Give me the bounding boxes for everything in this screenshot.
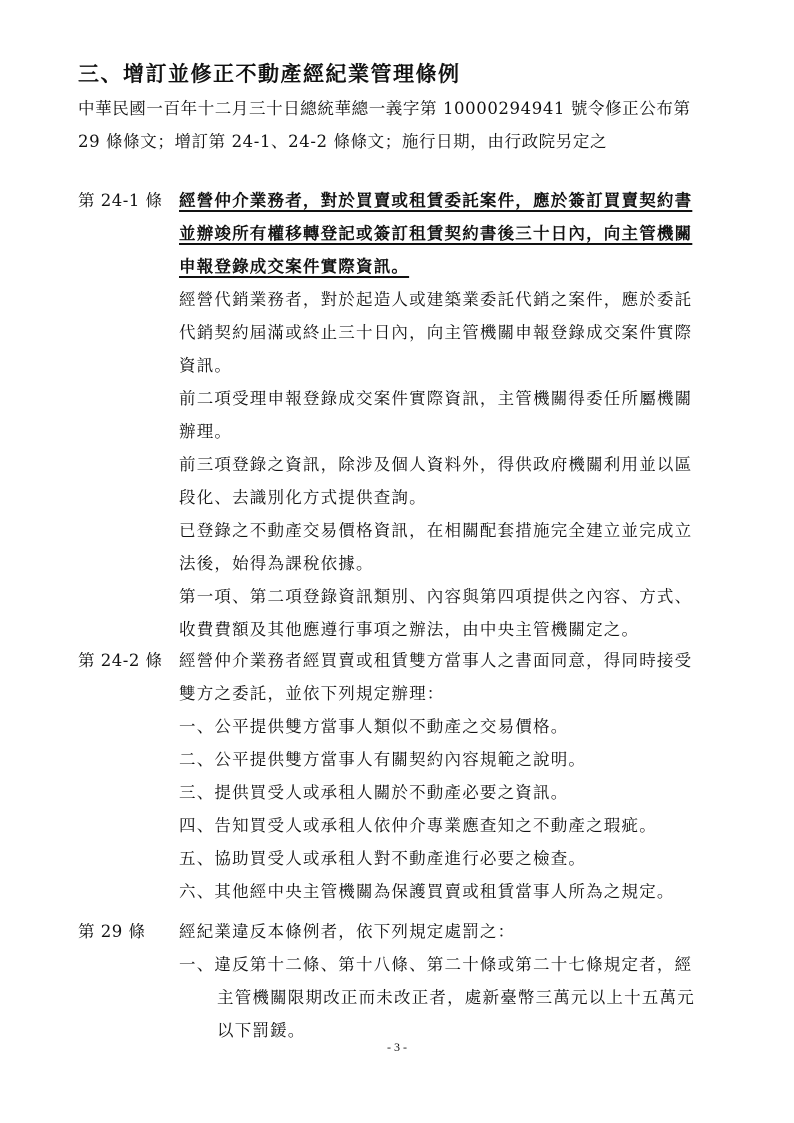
paragraph xyxy=(179,644,725,710)
list-item-text: 主管機關限期改正而未改正者，處新臺幣三萬元以上十五萬元 xyxy=(217,988,695,1007)
amended-paragraph xyxy=(179,184,725,283)
paragraph-line: 資訊。 xyxy=(179,356,233,375)
paragraph xyxy=(179,448,725,514)
list-item-text: 六、其他經中央主管機關為保護買賣或租賃當事人所為之規定。 xyxy=(179,882,675,901)
list-item xyxy=(179,710,725,743)
paragraph-line: 收費費額及其他應遵行事項之辦法，由中央主管機關定之。 xyxy=(179,620,640,639)
article-number: 第 24-2 條 xyxy=(78,651,163,670)
paragraph-line: 前二項受理申報登錄成交案件實際資訊，主管機關得委任所屬機關 xyxy=(179,389,693,408)
list-item xyxy=(179,809,725,842)
list-item xyxy=(179,743,725,776)
paragraph xyxy=(179,382,725,448)
list-item-text: 一、違反第十二條、第十八條、第二十條或第二十七條規定者，經 xyxy=(179,955,693,974)
paragraph-line: 經營仲介業務者經買賣或租賃雙方當事人之書面同意，得同時接受 xyxy=(179,651,693,670)
list-item xyxy=(179,842,725,875)
list-item-text: 五、協助買受人或承租人對不動產進行必要之檢查。 xyxy=(179,849,587,868)
list-item-text: 四、告知買受人或承租人依仲介專業應查知之不動產之瑕疵。 xyxy=(179,816,657,835)
page-number: - 3 - xyxy=(387,1040,407,1054)
amended-line: 申報登錄成交案件實際資訊。 xyxy=(179,257,410,276)
paragraph xyxy=(179,915,725,948)
amendment-intro xyxy=(78,92,728,158)
paragraph-line: 經營代銷業務者，對於起造人或建築業委託代銷之案件，應於委託 xyxy=(179,290,693,309)
list-item-text: 三、提供買受人或承租人關於不動產必要之資訊。 xyxy=(179,783,569,802)
amended-line: 經營仲介業務者，對於買賣或租賃委託案件，應於簽訂買賣契約書 xyxy=(179,191,693,210)
paragraph xyxy=(179,514,725,580)
article-body xyxy=(179,915,725,1047)
article-body xyxy=(179,184,725,646)
list-item xyxy=(179,948,725,1047)
article-number: 第 29 條 xyxy=(78,922,146,941)
list-item-text: 一、公平提供雙方當事人類似不動產之交易價格。 xyxy=(179,717,569,736)
intro-line: 中華民國一百年十二月三十日總統華總一義字第 10000294941 號令修正公布第 xyxy=(78,99,691,118)
list-item xyxy=(179,875,725,908)
paragraph-line: 第一項、第二項登錄資訊類別、內容與第四項提供之內容、方式、 xyxy=(179,587,693,606)
article-body xyxy=(179,644,725,908)
amended-line: 並辦竣所有權移轉登記或簽訂租賃契約書後三十日內，向主管機關 xyxy=(179,224,693,243)
paragraph-line: 已登錄之不動產交易價格資訊，在相關配套措施完全建立並完成立 xyxy=(179,521,693,540)
paragraph-line: 法後，始得為課稅依據。 xyxy=(179,554,374,573)
paragraph-line: 經紀業違反本條例者，依下列規定處罰之： xyxy=(179,922,516,941)
paragraph-line: 前三項登錄之資訊，除涉及個人資料外，得供政府機關利用並以區 xyxy=(179,455,693,474)
paragraph xyxy=(179,283,725,382)
list-item xyxy=(179,776,725,809)
article-number: 第 24-1 條 xyxy=(78,191,163,210)
paragraph-line: 段化、去識別化方式提供查詢。 xyxy=(179,488,427,507)
list-item-text: 二、公平提供雙方當事人有關契約內容規範之說明。 xyxy=(179,750,587,769)
paragraph xyxy=(179,580,725,646)
paragraph-line: 雙方之委託，並依下列規定辦理： xyxy=(179,684,445,703)
list-item-text: 以下罰鍰。 xyxy=(217,1021,306,1040)
paragraph-line: 辦理。 xyxy=(179,422,233,441)
intro-line: 29 條條文；增訂第 24-1、24-2 條條文；施行日期，由行政院另定之 xyxy=(78,132,608,151)
paragraph-line: 代銷契約屆滿或終止三十日內，向主管機關申報登錄成交案件實際 xyxy=(179,323,693,342)
section-heading: 三、增訂並修正不動產經紀業管理條例 xyxy=(78,61,461,86)
